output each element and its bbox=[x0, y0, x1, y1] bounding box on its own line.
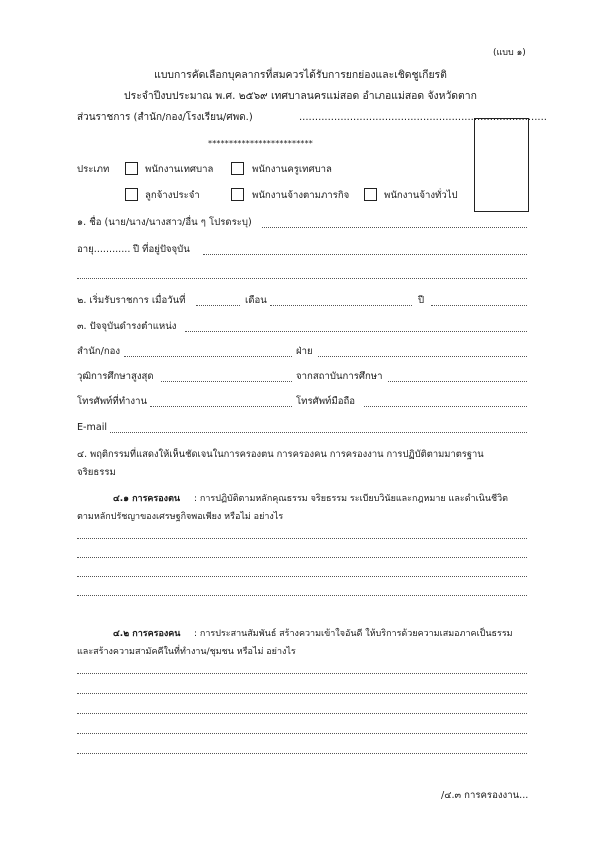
field-name-label: ๑. ชื่อ (นาย/นาง/นางสาว/อื่น ๆ โปรดระบุ) bbox=[77, 217, 252, 228]
separator: ************************* bbox=[208, 139, 313, 148]
field-division-label: ฝ่าย bbox=[296, 346, 313, 357]
agency-dots: .............................................................................. bbox=[299, 112, 547, 123]
option-general-employee: พนักงานจ้างทั่วไป bbox=[384, 190, 458, 201]
field-day-line[interactable] bbox=[196, 305, 240, 306]
option-permanent-employee: ลูกจ้างประจำ bbox=[145, 190, 200, 201]
section-4-heading-cont: จริยธรรม bbox=[77, 467, 116, 478]
field-start-date-label: ๒. เริ่มรับราชการ เมื่อวันที่ bbox=[77, 295, 186, 306]
field-office-line[interactable] bbox=[124, 356, 292, 357]
checkbox-permanent-employee[interactable] bbox=[125, 188, 138, 201]
checkbox-mission-employee[interactable] bbox=[231, 188, 244, 201]
field-address-label: ปี ที่อยู่ปัจจุบัน bbox=[133, 244, 190, 255]
field-age-prefix: อายุ............ bbox=[77, 244, 131, 255]
field-email-label: E-mail bbox=[77, 422, 108, 433]
field-month-label: เดือน bbox=[245, 295, 267, 306]
sub-4-1-text-cont: ตามหลักปรัชญาของเศรษฐกิจพอเพียง หรือไม่ อย่างไร bbox=[77, 512, 284, 522]
field-work-phone-label: โทรศัพท์ที่ทำงาน bbox=[77, 396, 148, 407]
field-position-line[interactable] bbox=[185, 331, 527, 332]
answer-4-1-line-4[interactable] bbox=[77, 595, 527, 596]
field-name-line[interactable] bbox=[262, 227, 527, 228]
answer-4-1-line-2[interactable] bbox=[77, 557, 527, 558]
option-mission-employee: พนักงานจ้างตามภารกิจ bbox=[252, 190, 350, 201]
field-address-line[interactable] bbox=[203, 254, 527, 255]
field-year-line[interactable] bbox=[431, 305, 527, 306]
field-education-label: วุฒิการศึกษาสูงสุด bbox=[77, 371, 154, 382]
photo-box bbox=[474, 118, 529, 212]
checkbox-municipal-staff[interactable] bbox=[125, 162, 138, 175]
field-mobile-line[interactable] bbox=[364, 406, 527, 407]
field-mobile-label: โทรศัพท์มือถือ bbox=[296, 396, 356, 407]
sub-4-1-text: : การปฏิบัติตามหลักคุณธรรม จริยธรรม ระเบียบวินัยและกฎหมาย และดำเนินชีวิต bbox=[194, 494, 508, 504]
field-position-label: ๓. ปัจจุบันดำรงตำแหน่ง bbox=[77, 321, 177, 332]
field-institution-line[interactable] bbox=[388, 381, 527, 382]
field-office-label: สำนัก/กอง bbox=[77, 346, 121, 357]
sub-4-2-text-cont: และสร้างความสามัคคีในที่ทำงาน/ชุมชน หรือไม่ อย่างไร bbox=[77, 647, 296, 657]
sub-4-2-text: : การประสานสัมพันธ์ สร้างความเข้าใจอันดี ให้บริการด้วยความเสมอภาคเป็นธรรม bbox=[194, 629, 513, 639]
field-year-label: ปี bbox=[418, 295, 425, 306]
title-line-1: แบบการคัดเลือกบุคลากรที่สมควรได้รับการยกย่องและเชิดชูเกียรติ bbox=[154, 69, 447, 81]
field-email-line[interactable] bbox=[110, 432, 527, 433]
answer-4-2-line-3[interactable] bbox=[77, 713, 527, 714]
field-education-line[interactable] bbox=[161, 381, 292, 382]
sub-4-1-title: ๔.๑ การครองตน bbox=[113, 494, 181, 504]
answer-4-2-line-1[interactable] bbox=[77, 673, 527, 674]
type-label: ประเภท bbox=[77, 164, 110, 175]
checkbox-municipal-teacher[interactable] bbox=[231, 162, 244, 175]
sub-4-2-title: ๔.๒ การครองคน bbox=[113, 629, 181, 639]
form-code: (แบบ ๑) bbox=[493, 48, 526, 58]
option-municipal-teacher: พนักงานครูเทศบาล bbox=[252, 164, 332, 175]
field-institution-label: จากสถาบันการศึกษา bbox=[296, 371, 383, 382]
field-month-line[interactable] bbox=[270, 305, 412, 306]
option-municipal-staff: พนักงานเทศบาล bbox=[145, 164, 214, 175]
answer-4-2-line-2[interactable] bbox=[77, 693, 527, 694]
field-address-line-2[interactable] bbox=[77, 278, 527, 279]
continue-note: /๔.๓ การครองงาน... bbox=[441, 790, 529, 801]
field-work-phone-line[interactable] bbox=[150, 406, 292, 407]
answer-4-1-line-3[interactable] bbox=[77, 576, 527, 577]
answer-4-2-line-5[interactable] bbox=[77, 753, 527, 754]
title-line-2: ประจำปีงบประมาณ พ.ศ. ๒๕๖๙ เทศบาลนครแม่สอด อำเภอแม่สอด จังหวัดตาก bbox=[124, 90, 477, 102]
answer-4-2-line-4[interactable] bbox=[77, 733, 527, 734]
agency-label: ส่วนราชการ (สำนัก/กอง/โรงเรียน/ศพด.) bbox=[77, 112, 253, 123]
checkbox-general-employee[interactable] bbox=[364, 188, 377, 201]
section-4-heading: ๔. พฤติกรรมที่แสดงให้เห็นชัดเจนในการครองตน การครองคน การครองงาน การปฏิบัติตามมาตรฐาน bbox=[77, 449, 484, 460]
answer-4-1-line-1[interactable] bbox=[77, 538, 527, 539]
field-division-line[interactable] bbox=[318, 356, 527, 357]
